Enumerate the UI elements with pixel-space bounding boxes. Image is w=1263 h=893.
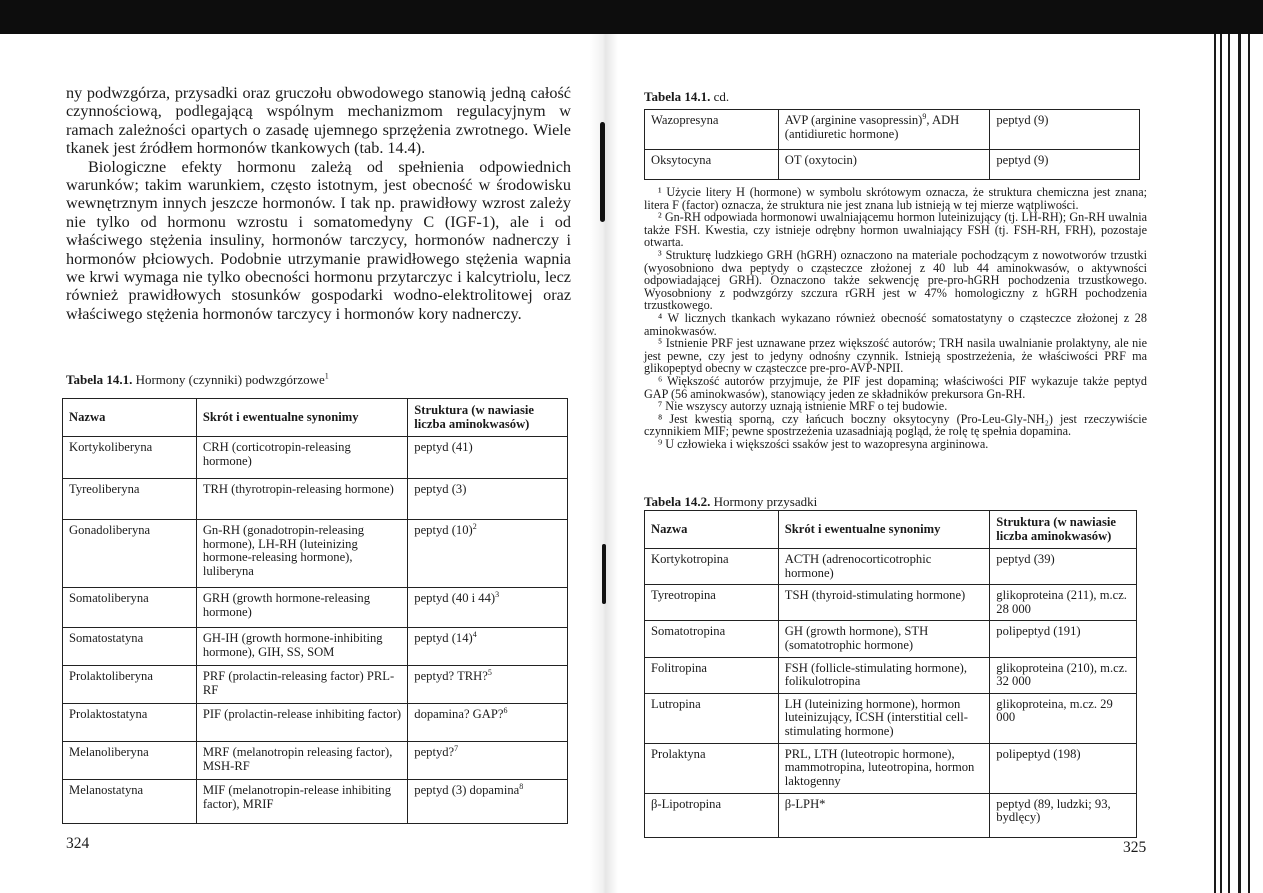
hormone-structure: peptyd (89, ludzki; 93, bydlęcy) bbox=[990, 793, 1137, 837]
hormone-synonyms: LH (luteinizing hormone), hormon luteinizujący, ICSH (interstitial cell-stimulating hormone) bbox=[778, 693, 990, 743]
table-row bbox=[645, 743, 1137, 793]
hormone-structure: glikoproteina, m.cz. 29 000 bbox=[990, 693, 1137, 743]
hormone-structure: peptyd (9) bbox=[990, 110, 1140, 150]
table-row bbox=[645, 793, 1137, 837]
footnote-ref: 3 bbox=[495, 589, 500, 599]
structure-text: peptyd (14) bbox=[414, 631, 473, 645]
hormone-structure: polipeptyd (198) bbox=[990, 743, 1137, 793]
footnote: ⁴ W licznych tkankach wykazano również obecność somatostatyny o cząsteczce złożonej z 28 aminokwasów. bbox=[644, 310, 1147, 338]
hormone-name: Tyreotropina bbox=[645, 585, 779, 621]
table-row bbox=[63, 780, 568, 824]
structure-text: peptyd? TRH? bbox=[414, 669, 488, 683]
hormone-synonyms: TSH (thyroid-stimulating hormone) bbox=[778, 585, 990, 621]
hormone-synonyms: CRH (corticotropin-releasing hormone) bbox=[196, 437, 407, 479]
hormone-structure bbox=[408, 666, 568, 704]
paragraph: ny podwzgórza, przysadki oraz gruczołu obwodowego stanowią jedną całość czynnościową, podlegającą wspólnym mechanizmom regulacyjnym w ramach zależności opartych o zasadę ujemnego sprzężenia zwrotnego. Wiele tkanek jest źródłem hormonów tkankowych (tab. 14.4). bbox=[66, 84, 571, 158]
table-caption bbox=[66, 372, 329, 387]
hormone-structure bbox=[408, 479, 568, 520]
gutter-shadow-mark bbox=[602, 544, 606, 604]
footnote-ref: 7 bbox=[454, 743, 459, 753]
hormone-name: Gonadoliberyna bbox=[63, 520, 197, 588]
pituitary-hormones-table bbox=[644, 510, 1137, 838]
hormone-synonyms: GH-IH (growth hormone-inhibiting hormone), GIH, SS, SOM bbox=[196, 628, 407, 666]
book-gutter bbox=[590, 34, 618, 893]
hormone-name: Melanoliberyna bbox=[63, 742, 197, 780]
table-row bbox=[63, 479, 568, 520]
footnote: ⁹ U człowieka i większości ssaków jest to wazopresyna argininowa. bbox=[658, 436, 989, 451]
left-page bbox=[0, 34, 590, 893]
paragraph: Biologiczne efekty hormonu zależą od spełnienia odpowiednich warunków; takim warunkiem, często istotnym, jest obecność w środowisku wewnętrznym innych jeszcze hormonów. I tak np. prawidłowy wzrost zależy nie tylko od hormonu wzrostu i somatomedyny C (IGF-1), ale i od właściwego stężenia insuliny, hormonów tarczycy, hormonów nadnerczy i hormonów płciowych. Podobnie utrzymanie prawidłowego stężenia wapnia we krwi wymaga nie tylko obecności hormonu przytarczyc i kalcytriolu, lecz również prawidłowych stosunków gospodarki wodno-elektrolitowej oraz właściwego stężenia hormonów tarczycy i hormonów kory nadnerczy. bbox=[66, 157, 571, 323]
hormone-name: Lutropina bbox=[645, 693, 779, 743]
gutter-shadow-mark bbox=[600, 122, 605, 222]
hormone-structure bbox=[408, 780, 568, 824]
hormone-synonyms: GH (growth hormone), STH (somatotrophic hormone) bbox=[778, 621, 990, 657]
hormone-synonyms: OT (oxytocin) bbox=[778, 150, 990, 180]
synonym-text: , ADH (antidiuretic hormone) bbox=[784, 113, 960, 141]
table-row bbox=[645, 621, 1137, 657]
hormone-name: Somatostatyna bbox=[63, 628, 197, 666]
structure-text: peptyd (3) bbox=[414, 482, 467, 496]
table-caption-text: Hormony przysadki bbox=[713, 494, 818, 509]
page-number: 324 bbox=[66, 835, 90, 852]
hormone-name: Somatotropina bbox=[645, 621, 779, 657]
table-row bbox=[645, 150, 1140, 180]
hormone-structure bbox=[408, 437, 568, 479]
table-caption-text: Hormony (czynniki) podwzgórzowe bbox=[135, 372, 325, 387]
footnote-ref: 4 bbox=[472, 629, 477, 639]
structure-text: peptyd (40 i 44) bbox=[414, 591, 496, 605]
hormone-synonyms: FSH (follicle-stimulating hormone), folikulotropina bbox=[778, 657, 990, 693]
right-page bbox=[618, 34, 1208, 893]
hormone-name: Folitropina bbox=[645, 657, 779, 693]
column-header: Struktura (w nawiasie liczba aminokwasów) bbox=[408, 399, 568, 437]
scanner-top-shadow bbox=[0, 0, 1263, 34]
column-header: Struktura (w nawiasie liczba aminokwasów) bbox=[990, 511, 1137, 549]
synonym-text: AVP (arginine vasopressin) bbox=[784, 113, 923, 127]
structure-text: peptyd (41) bbox=[414, 440, 473, 454]
table-row bbox=[645, 585, 1137, 621]
structure-text: peptyd (3) dopamina bbox=[414, 783, 520, 797]
hormone-synonyms: TRH (thyrotropin-releasing hormone) bbox=[196, 479, 407, 520]
hormone-name: Melanostatyna bbox=[63, 780, 197, 824]
hormone-structure: polipeptyd (191) bbox=[990, 621, 1137, 657]
hormone-name: Prolaktostatyna bbox=[63, 704, 197, 742]
column-header: Skrót i ewentualne synonimy bbox=[778, 511, 990, 549]
hormone-synonyms: MRF (melanotropin releasing factor), MSH-RF bbox=[196, 742, 407, 780]
table-row bbox=[645, 110, 1140, 150]
footnote: ⁵ Istnienie PRF jest uznawane przez większość autorów; TRH nasila uwalnianie prolaktyny, ale nie jest pewne, czy jest to jedyny odnośny czynnik. Istnieją spostrzeżenia, że właściwości PRF ma glikopeptyd obecny w cząsteczce pre-pro-AVP-NPII. bbox=[644, 336, 1147, 376]
table-row bbox=[63, 628, 568, 666]
hypothalamic-hormones-table-continued bbox=[644, 109, 1140, 180]
hormone-structure bbox=[408, 704, 568, 742]
footnote: ⁶ Większość autorów przyjmuje, że PIF jest dopaminą; właściwości PIF wykazuje także peptyd GAP (56 aminokwasów), stanowiący jeden ze składników prekursora Gn-RH. bbox=[644, 373, 1147, 401]
hormone-synonyms bbox=[778, 110, 990, 150]
hormone-synonyms: MIF (melanotropin-release inhibiting factor), MRIF bbox=[196, 780, 407, 824]
footnote: ³ Strukturę ludzkiego GRH (hGRH) oznaczono na materiale pochodzącym z nowotworów trzustki (wyosobniono dwa peptydy o cząsteczce złożonej z 40 lub 44 aminokwasów, o aktywności odpowiadającej GRH). Oznaczono także sekwencję pre-pro-hGRH pochodzenia trzustkowego. Wyosobniony z podwzgórzy szczura rGRH jest w 47% homologiczny z hGRH pochodzenia trzustkowego. bbox=[644, 247, 1147, 313]
footnote: ⁸ Jest kwestią sporną, czy łańcuch boczny oksytocyny (Pro-Leu-Gly-NH₂) jest rzeczywiście czynnikiem MIF; pewne spostrzeżenia uzasadniają pogląd, że rolę tę spełnia dopamina. bbox=[644, 411, 1147, 439]
hormone-structure bbox=[408, 588, 568, 628]
structure-text: dopamina? GAP? bbox=[414, 707, 504, 721]
footnote-ref: 5 bbox=[487, 667, 492, 677]
table-row bbox=[63, 742, 568, 780]
footnote-ref: 9 bbox=[922, 111, 927, 121]
column-header: Nazwa bbox=[63, 399, 197, 437]
column-header: Skrót i ewentualne synonimy bbox=[196, 399, 407, 437]
hormone-name: Tyreoliberyna bbox=[63, 479, 197, 520]
page-number: 325 bbox=[1123, 839, 1147, 856]
hormone-name: Prolaktoliberyna bbox=[63, 666, 197, 704]
column-header: Nazwa bbox=[645, 511, 779, 549]
hormone-name: β-Lipotropina bbox=[645, 793, 779, 837]
footnote: ¹ Użycie litery H (hormone) w symbolu skrótowym oznacza, że struktura chemiczna jest znana; litera F (factor) oznacza, że struktura nie jest znana lub istnieją w tej mierze wątpliwości. bbox=[644, 185, 1147, 212]
table-caption bbox=[644, 494, 817, 509]
hormone-name: Kortykotropina bbox=[645, 549, 779, 585]
hormone-structure: peptyd (9) bbox=[990, 150, 1140, 180]
hormone-name: Prolaktyna bbox=[645, 743, 779, 793]
footnote-ref: 8 bbox=[519, 781, 524, 791]
hormone-structure: glikoproteina (210), m.cz. 32 000 bbox=[990, 657, 1137, 693]
footnote: ⁷ Nie wszyscy autorzy uznają istnienie MRF o tej budowie. bbox=[658, 399, 948, 414]
hormone-synonyms: GRH (growth hormone-releasing hormone) bbox=[196, 588, 407, 628]
footnote: ² Gn-RH odpowiada hormonowi uwalniającemu hormon luteinizujący (tj. LH-RH); Gn-RH uwalnia także FSH. Kwestia, czy istnieje odrębny hormon uwalniający FSH (tj. FSH-RH, FRH), pozostaje otwarta. bbox=[644, 210, 1147, 250]
table-caption bbox=[644, 89, 729, 104]
table-caption-label: Tabela 14.1. bbox=[644, 89, 711, 104]
table-row bbox=[645, 549, 1137, 585]
hormone-structure bbox=[408, 628, 568, 666]
hormone-structure: peptyd (39) bbox=[990, 549, 1137, 585]
footnote-ref: 2 bbox=[472, 521, 477, 531]
hypothalamic-hormones-table bbox=[62, 398, 568, 824]
footnotes bbox=[644, 186, 1147, 450]
hormone-synonyms: PRL, LTH (luteotropic hormone), mammotropina, luteotropina, hormon laktogenny bbox=[778, 743, 990, 793]
table-row bbox=[63, 704, 568, 742]
hormone-name: Kortykoliberyna bbox=[63, 437, 197, 479]
table-row bbox=[63, 588, 568, 628]
hormone-name: Somatoliberyna bbox=[63, 588, 197, 628]
hormone-synonyms: ACTH (adrenocorticotrophic hormone) bbox=[778, 549, 990, 585]
table-row bbox=[63, 437, 568, 479]
body-text bbox=[66, 84, 571, 323]
hormone-synonyms: β-LPH* bbox=[778, 793, 990, 837]
page-edge-stack bbox=[1208, 34, 1263, 893]
table-row bbox=[63, 666, 568, 704]
structure-text: peptyd? bbox=[414, 745, 455, 759]
structure-text: peptyd (10) bbox=[414, 523, 473, 537]
hormone-synonyms: PIF (prolactin-release inhibiting factor) bbox=[196, 704, 407, 742]
hormone-name: Wazopresyna bbox=[645, 110, 779, 150]
table-row bbox=[645, 657, 1137, 693]
hormone-structure: glikoproteina (211), m.cz. 28 000 bbox=[990, 585, 1137, 621]
hormone-name: Oksytocyna bbox=[645, 150, 779, 180]
table-row bbox=[63, 520, 568, 588]
table-caption-label: Tabela 14.1. bbox=[66, 372, 133, 387]
footnote-ref: 1 bbox=[324, 371, 329, 381]
hormone-synonyms: Gn-RH (gonadotropin-releasing hormone), LH-RH (luteinizing hormone-releasing hormone), luliberyna bbox=[196, 520, 407, 588]
hormone-structure bbox=[408, 520, 568, 588]
table-caption-text: cd. bbox=[713, 89, 730, 104]
footnote-ref: 6 bbox=[503, 705, 508, 715]
table-row bbox=[645, 693, 1137, 743]
hormone-structure bbox=[408, 742, 568, 780]
hormone-synonyms: PRF (prolactin-releasing factor) PRL-RF bbox=[196, 666, 407, 704]
table-caption-label: Tabela 14.2. bbox=[644, 494, 711, 509]
